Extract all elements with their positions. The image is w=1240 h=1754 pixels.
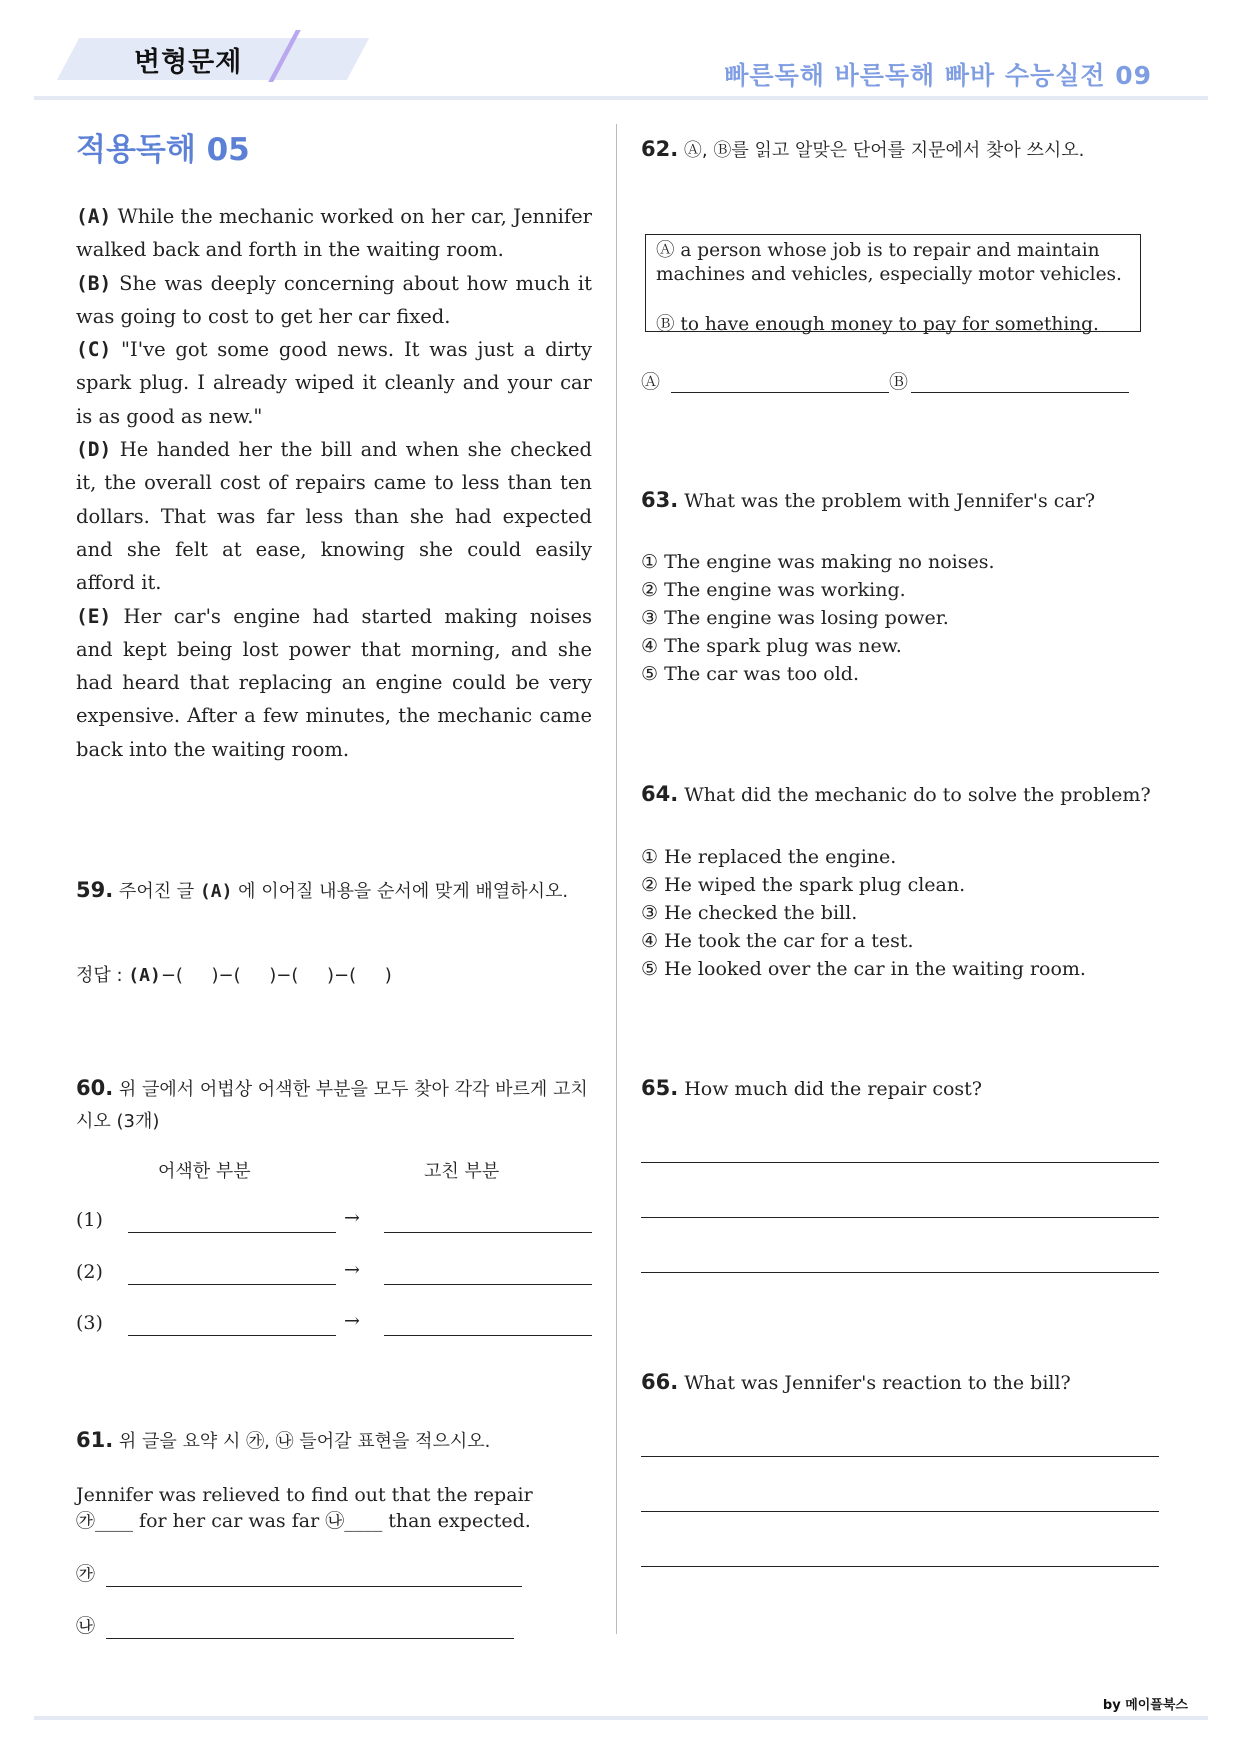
wrong-answer-line-2[interactable] (128, 1284, 336, 1285)
choice-64-2[interactable]: ② He wiped the spark plug clean. (641, 874, 966, 896)
footer-credit: by 메이플북스 (1102, 1698, 1188, 1713)
summary-mark-b: ㉯ (76, 1615, 96, 1637)
answer-mark-a: Ⓐ (641, 371, 661, 393)
choice-63-3[interactable]: ③ The engine was losing power. (641, 607, 949, 629)
footer-divider (34, 1716, 1208, 1720)
question-63-choices (641, 548, 995, 688)
definition-b: Ⓑ to have enough money to pay for something. (656, 314, 1099, 335)
fixed-answer-line-1[interactable] (384, 1232, 592, 1233)
choice-64-4[interactable]: ④ He took the car for a test. (641, 930, 914, 952)
question-65: 65. How much did the repair cost? (641, 1076, 982, 1100)
question-64: 64. What did the mechanic do to solve the problem? (641, 782, 1151, 806)
summary-sentence: Jennifer was relieved to find out that the repair ㉮____ for her car was far ㉯____ than expected. (76, 1484, 533, 1532)
row-label-2: (2) (76, 1261, 103, 1283)
answer-65-line-1[interactable] (641, 1162, 1159, 1163)
question-60: 60. 위 글에서 어법상 어색한 부분을 모두 찾아 각각 바르게 고치시오 (3개) (76, 1076, 588, 1132)
choice-63-1[interactable]: ① The engine was making no noises. (641, 551, 995, 573)
fixed-answer-line-2[interactable] (384, 1284, 592, 1285)
row-label-3: (3) (76, 1312, 103, 1334)
choice-64-5[interactable]: ⑤ He looked over the car in the waiting room. (641, 958, 1086, 980)
question-64-choices (641, 843, 1086, 983)
col-fixed-header: 고친 부분 (424, 1161, 500, 1182)
question-63: 63. What was the problem with Jennifer's car? (641, 488, 1096, 512)
wrong-answer-line-1[interactable] (128, 1232, 336, 1233)
definition-a-line-1: Ⓐ a person whose job is to repair and maintain (656, 240, 1100, 261)
arrow-2: → (344, 1259, 360, 1281)
passage (76, 200, 592, 766)
definition-box (645, 234, 1141, 335)
row-label-1: (1) (76, 1209, 103, 1231)
summary-mark-a: ㉮ (76, 1563, 96, 1585)
choice-63-4[interactable]: ④ The spark plug was new. (641, 635, 902, 657)
passage-paragraph-d: (D) He handed her the bill and when she checked it, the overall cost of repairs came to less than ten dollars. That was far less than she had expected and she felt at ease, knowing she could easily afford it. (76, 438, 592, 595)
column-divider (616, 124, 617, 1634)
header-tag: 변형문제 (134, 47, 243, 78)
header-divider (34, 96, 1208, 100)
choice-63-2[interactable]: ② The engine was working. (641, 579, 906, 601)
passage-paragraph-c: (C) "I've got some good news. It was just a dirty spark plug. I already wiped it cleanly and your car is as good as new." (76, 338, 592, 428)
question-59-answer[interactable]: 정답 : (A)−( )−( )−( )−( ) (76, 965, 392, 986)
passage-paragraph-b: (B) She was deeply concerning about how much it was going to cost to get her car fixed. (76, 271, 592, 328)
definition-a-line-2: machines and vehicles, especially motor vehicles. (656, 264, 1122, 285)
arrow-3: → (344, 1310, 360, 1332)
answer-mark-b: Ⓑ (889, 371, 909, 393)
answer-66-line-1[interactable] (641, 1456, 1159, 1457)
col-wrong-header: 어색한 부분 (158, 1161, 251, 1182)
header-title: 빠른독해 바른독해 빠바 수능실전 09 (724, 61, 1152, 90)
question-61: 61. 위 글을 요약 시 ㉮, ㉯ 들어갈 표현을 적으시오. (76, 1428, 491, 1452)
passage-paragraph-a: (A) While the mechanic worked on her car, Jennifer walked back and forth in the waiting room. (76, 205, 592, 262)
wrong-answer-line-3[interactable] (128, 1335, 336, 1336)
answer-66-line-3[interactable] (641, 1566, 1159, 1567)
choice-64-3[interactable]: ③ He checked the bill. (641, 902, 858, 924)
arrow-1: → (344, 1207, 360, 1229)
answer-line-a[interactable] (671, 392, 889, 393)
question-59: 59. 주어진 글 (A) 에 이어질 내용을 순서에 맞게 배열하시오. (76, 878, 569, 902)
answer-66-line-2[interactable] (641, 1511, 1159, 1512)
question-66: 66. What was Jennifer's reaction to the bill? (641, 1370, 1071, 1394)
answer-line-b[interactable] (911, 392, 1129, 393)
answer-65-line-2[interactable] (641, 1217, 1159, 1218)
summary-answer-line-a[interactable] (106, 1586, 522, 1587)
answer-65-line-3[interactable] (641, 1272, 1159, 1273)
question-62: 62. Ⓐ, Ⓑ를 읽고 알맞은 단어를 지문에서 찾아 쓰시오. (641, 137, 1085, 161)
section-title: 적용독해 05 (76, 132, 250, 168)
fixed-answer-line-3[interactable] (384, 1335, 592, 1336)
passage-paragraph-e: (E) Her car's engine had started making noises and kept being lost power that morning, and she had heard that replacing an engine could be very expensive. After a few minutes, the mechanic came back into the waiting room. (76, 604, 592, 761)
choice-63-5[interactable]: ⑤ The car was too old. (641, 663, 860, 685)
choice-64-1[interactable]: ① He replaced the engine. (641, 846, 897, 868)
summary-answer-line-b[interactable] (106, 1638, 514, 1639)
